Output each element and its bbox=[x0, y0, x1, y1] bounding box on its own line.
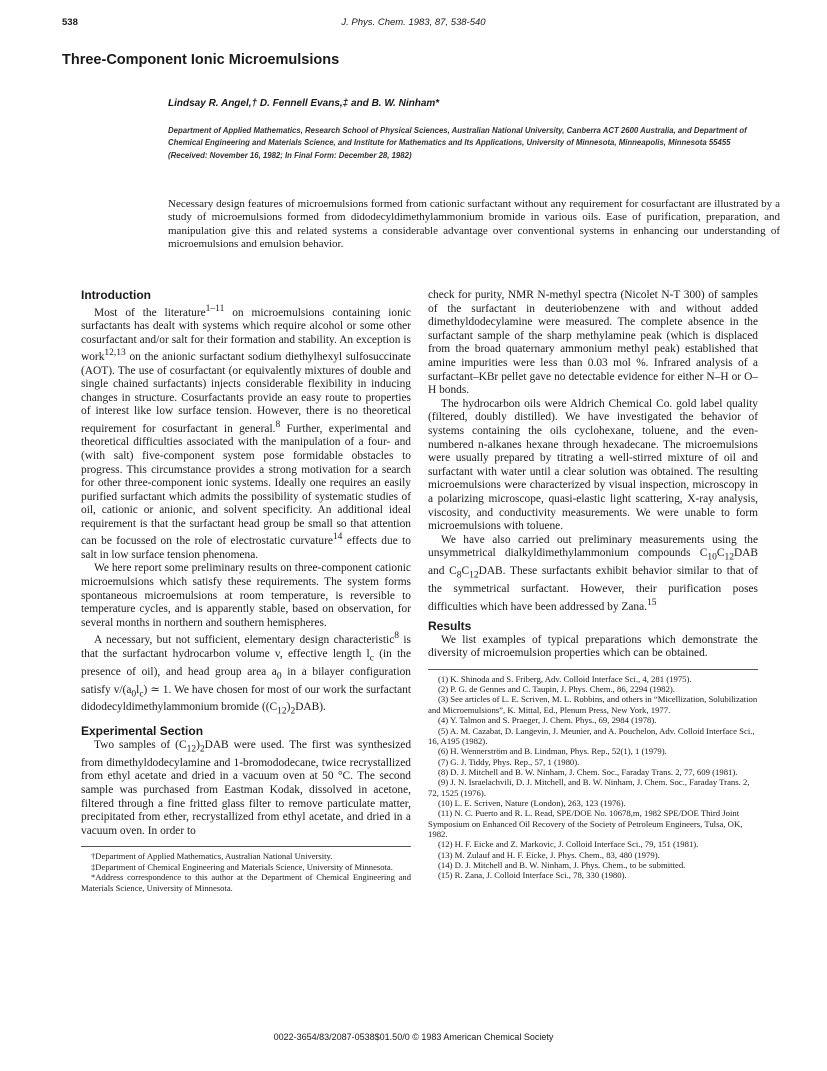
reference-item: (2) P. G. de Gennes and C. Taupin, J. Phys. Chem., 86, 2294 (1982). bbox=[438, 684, 675, 695]
footnote: †Department of Applied Mathematics, Australian National University. bbox=[91, 851, 333, 862]
footnote-divider bbox=[81, 846, 411, 847]
paper-title: Three-Component Ionic Microemulsions bbox=[62, 52, 340, 68]
affiliation: Department of Applied Mathematics, Research School of Physical Sciences, Australian National University, Canberra ACT 2600 Australia, and Department of Chemical Engineering and Materials Science, and Institute for Mathematics and Its Applications, University of Minnesota, Minneapolis, Minnesota 55455 (Received: November 16, 1982; In Final Form: December 28, 1982) bbox=[168, 126, 747, 160]
footer-copyright: 0022-3654/83/2087-0538$01.50/0 © 1983 American Chemical Society bbox=[273, 1032, 554, 1042]
experimental-heading: Experimental Section bbox=[81, 724, 204, 739]
reference-item: (13) M. Zulauf and H. F. Eicke, J. Phys. Chem., 83, 480 (1979). bbox=[438, 849, 660, 860]
reference-item: (8) D. J. Mitchell and B. W. Ninham, J. Chem. Soc., Faraday Trans. 2, 77, 609 (1981). bbox=[438, 766, 738, 777]
reference-item: (9) J. N. Israelachvili, D. J. Mitchell, and B. W. Ninham, J. Chem. Soc., Faraday Trans. 2, 72, 1525 (1976). bbox=[428, 777, 750, 798]
reference-item: (7) G. J. Tiddy, Phys. Rep., 57, 1 (1980). bbox=[438, 756, 580, 767]
intro-paragraph-1: Most of the literature$^{1-11}$ on microemulsions containing ionic surfactants has dealt with systems which require alcohol or some other cosurfactant and/or salt for their formation and stability. An exception is work$^{12,13}$ on the anionic surfactant sodium diethylhexyl sulfosuccinate (AOT). The use of cosurfactant (or equivalently mixtures of double and single chained surfactants) injects considerable flexibility in inducing changes in structure. Cosurfactants provide an easy route to properties of interest like low surface tension. However, there is no theoretical requirement for cosurfactant in general.$^8$ Further, experimental and theoretical difficulties associated with the manipulation of a four- and (with salt) five-component system pose formidable obstacles to progress. This circumstance provides a strong motivation for a search for other three-component ionic systems. Ideally one requires an easily purified surfactant which admits the possibility of systematic studies of oil, cationic or anionic, and solvent specificity. An additional ideal requirement is that the surfactant head group be small so that attention can be focussed on the role of electrostatic curvature$^{14}$ effects due to salt in low surface tension phenomena. bbox=[81, 303, 411, 561]
reference-item: (4) Y. Talmon and S. Praeger, J. Chem. Phys., 69, 2984 (1978). bbox=[438, 715, 657, 726]
page-number: 538 bbox=[62, 17, 78, 28]
left-column bbox=[81, 289, 411, 893]
author-list: Lindsay R. Angel,† D. Fennell Evans,‡ and B. W. Ninham* bbox=[168, 98, 440, 109]
results-paragraph-1: We list examples of typical preparations which demonstrate the diversity of microemulsion properties which can be obtained. bbox=[428, 633, 758, 660]
reference-divider bbox=[428, 669, 758, 670]
experimental-paragraph-1: Two samples of $(C_{12})_2DAB$ were used. The first was synthesized from dimethyldodecylamine and 1-bromododecane, twice recrystallized from ethyl acetate and dried in a vacuum oven at 50 °C. The second sample was purchased from Eastman Kodak, dissolved in acetone, filtered through a fine fritted glass filter to remove particulate matter, precipitated from ether, recrystallized from ethyl acetate, and dried in a vacuum oven. In order to bbox=[81, 738, 412, 837]
reference-item: (1) K. Shinoda and S. Friberg, Adv. Colloid Interface Sci., 4, 281 (1975). bbox=[438, 673, 692, 684]
right-column bbox=[428, 289, 758, 881]
intro-paragraph-2: We here report some preliminary results on three-component cationic microemulsions which satisfy these requirements. The system forms spontaneous microemulsions at room temperature, is reversible to temperature cycles, and is apparently stable, based on observation, for several months in northern and southern hemispheres. bbox=[81, 562, 411, 629]
reference-item: (11) N. C. Puerto and R. L. Read, SPE/DOE No. 10678,m, 1982 SPE/DOE Third Joint Symposium on Enhanced Oil Recovery of the Society of Petroleum Engineers, Tulsa, OK, 1982. bbox=[428, 808, 743, 839]
reference-item: (12) H. F. Eicke and Z. Markovic, J. Colloid Interface Sci., 79, 151 (1981). bbox=[438, 839, 699, 850]
journal-citation: J. Phys. Chem. 1983, 87, 538-540 bbox=[341, 17, 486, 28]
introduction-heading: Introduction bbox=[81, 288, 151, 302]
abstract: Necessary design features of microemulsions formed from cationic surfactant without any requirement for cosurfactant are illustrated by a study of microemulsions formed from didodecyldimethylammonium bromide in various oils. Ease of purification, preparation, and manipulation give this and related systems a considerable advantage over conventional systems in enhancing our understanding of microemulsions and emulsion behavior. bbox=[168, 198, 780, 251]
reference-item: (15) R. Zana, J. Colloid Interface Sci., 78, 330 (1980). bbox=[438, 870, 627, 881]
experimental-paragraph-3: The hydrocarbon oils were Aldrich Chemical Co. gold label quality (filtered, doubly distilled). We have investigated the behavior of systems containing the oils cyclohexane, toluene, and the even-numbered n-alkanes hexane through hexadecane. The microemulsions were usually prepared by titrating a well-stirred mixture of oil and surfactant with water until a clear solution was obtained. The resulting microemulsions were characterized by visual inspection, microscopy in a polarizing microscope, quasi-elastic light scattering, X-ray analysis, viscosity, and conductivity measurements. We were unable to form microemulsions with toluene. bbox=[428, 397, 758, 533]
reference-item: (5) A. M. Cazabat, D. Langevin, J. Meunier, and A. Pouchelon, Adv. Colloid Interface Sci., 16, A195 (1982). bbox=[428, 725, 755, 746]
footnote: ‡Department of Chemical Engineering and Materials Science, University of Minnesota. bbox=[91, 861, 393, 872]
results-heading: Results bbox=[428, 619, 472, 634]
reference-item: (3) See articles of L. E. Scriven, M. L. Robbins, and others in “Micellization, Solubilization and Microemulsions”, K. Mittal, Ed., Plenum Press, New York, 1977. bbox=[428, 694, 758, 715]
footnote: *Address correspondence to this author at the Department of Chemical Engineering and Materials Science, University of Minnesota. bbox=[81, 872, 411, 893]
reference-item: (6) H. Wennerström and B. Lindman, Phys. Rep., 52(1), 1 (1979). bbox=[438, 746, 667, 757]
experimental-paragraph-2: check for purity, NMR N-methyl spectra (Nicolet N-T 300) of samples of the surfactant in deuteriobenzene with and without added dimethyldodecylamine were measured. The complete absence in the surfactant sample of the sharp methylamine peak (which is displaced from the broad quaternary ammonium methyl peak) established that amine impurities were less than 0.03 mol %. Infrared analysis of a surfactant–KBr pellet gave no detectable evidence for either N–H or O–H bonds. bbox=[428, 289, 758, 397]
experimental-paragraph-4: We have also carried out preliminary measurements using the unsymmetrical dialkyldimethylammonium compounds $C_{10}C_{12}DAB$ and $C_8C_{12}DAB$. These surfactants exhibit behavior similar to that of the symmetrical surfactant. However, their purification poses difficulties which have been addressed by Zana.$^{15}$ bbox=[428, 533, 758, 613]
reference-item: (14) D. J. Mitchell and B. W. Ninham, J. Phys. Chem., to be submitted. bbox=[438, 859, 686, 870]
reference-list bbox=[428, 674, 758, 881]
intro-paragraph-3: A necessary, but not sufficient, elementary design characteristic$^8$ is that the surfactant hydrocarbon volume v, effective length $l_c$ (in the presence of oil), and head group area $a_0$ in a bilayer configuration satisfy $v/(a_0l_c)$ ≃ 1. We have chosen for most of our work the surfactant didodecyldimethylammonium bromide $((C_{12})_2DAB)$. bbox=[81, 631, 412, 717]
reference-item: (10) L. E. Scriven, Nature (London), 263, 123 (1976). bbox=[438, 797, 626, 808]
author-footnotes bbox=[81, 851, 411, 893]
